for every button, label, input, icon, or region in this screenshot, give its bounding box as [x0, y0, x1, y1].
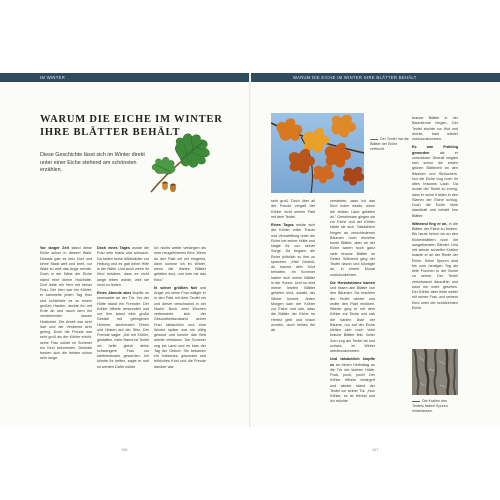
- paragraph: In seiner größten Not und Angst um seine Frau willigte er in den Pakt mit dem Teufel ein und dieser verschwand in der Nacht. Noch zwei Wochen verbesserte sich der Gesundheitszustand seiner Frau tatsächlich und eine Woche später war sie völlig gesund und konnte das Bett wieder verlassen. Der Sommer zog ins Land und es kam der Tag der Geburt. Sie bekamen ein hübsches, gesundes und fröhliches Kind und die Freude darüber war: [154, 285, 206, 369]
- paragraph: Eines Tages setzte sich der Köhler voller Trauer und Verzweiflung unter die Eiche bei seiner Hütte und klagte ihr von seiner Sorge. Da begann die Eiche plötzlich zu ihm zu sprechen. „Hab Geduld, du kannst dein Kind behalten. Im Sommer haben sich meine Blätter in der Sonne. Und so wird meine letzten Blätter gefallen sind, sobald der Winter kommt. Jeden Morgen kam der Köhler zur Eiche und sah, dass die Blätter der Eiche im Herbst gelb und braun wurden, doch keines fiel ab.: [271, 223, 315, 332]
- right-column-1: [271, 199, 315, 336]
- left-header-label: IM WINTER: [40, 75, 66, 80]
- left-column-2: [97, 246, 149, 373]
- intro-text: Diese Geschichte lässt sich im Winter direkt unter einer Eiche stehend am schönsten erzählen.: [40, 152, 145, 174]
- paragraph: Es war Frühling geworden als er zurückkam. Überall zeigten sich schon die ersten grünen Blättchen an den Bäumen und Sträuchern. Nur die Eiche trug noch ihr altes braunes Laub. Da wurde der Teufel so zornig, dass er seine Krallen in den Stamm der Eiche schlug. Doch die Eiche blieb standhaft und behielt ihre Blätter.: [412, 145, 458, 218]
- paragraph: braune Blätter in der Baumkrone hingen. Der Teufel zischte vor Wut und drohte, bald wieder zurückzukommen.: [412, 116, 458, 141]
- oak-leaf-acorn-icon: [147, 130, 221, 196]
- paragraph: Vor langer Zeit stand diese Eiche schon in diesem Wald. Damals gab es kein Dorf und keine Stadt weit und breit, nur Wald so weit das Auge reichte. Doch in der Nähe der Eiche stand eine kleine Holzhütte. Dort lebte ein Herr mit seiner Frau. Der Herr war ein Köhler, er sammelte jeden Tag Holz und schichtete es zu einem großen Haufen, deckte ihn mit Erde ab und rauch dem ihn verstehenden lassen Holzkohle. Die Arbeit war sehr hart und der Verdienst sehr gering. Doch die Freude war sehr groß als der Köhler erfuhr, seine Frau würde im Sommer ein Kind bekommen. Deshalb freuten sich die beiden schon sehr lange.: [40, 246, 92, 361]
- left-page-number: 106: [121, 448, 128, 452]
- right-running-header: [251, 73, 500, 82]
- caption-rule: [370, 139, 378, 140]
- title-line-1: WARUM DIE EICHE IM WINTER: [40, 114, 223, 125]
- right-page-number: 107: [372, 448, 379, 452]
- paragraph: verstehen, dass ich das Kind holen werde, wenn die letzten Laub gefallen ist." Gemeinsam gingen sie zur Eiche und der Köhler klärte sie sich. Tatsächlich hingen an verschiedenen Bäumen noch einzelne bunte Blätter, aber an der Eiche waren noch ganz viele braune Blätter im Geäst. Während ging der Teufel davon und kündigte an, in einem Monat zurückzukehren.: [330, 199, 375, 277]
- left-running-header: [0, 73, 249, 82]
- left-column-3: [154, 246, 206, 373]
- paragraph: Doch eines Tages wurde die Frau sehr krank und schwach. Da halfen keine Wildkräuter zur Heilung und es gab keine Hilfe in der Nähe. Und auch wenn ihr Kind bekäme, dass es nicht lange leben würde, weil sie nicht zu finden.: [97, 246, 149, 287]
- right-column-3: [412, 116, 458, 314]
- photo-caption-2: Die Krallen des Teufels haben Spuren hinterlassen.: [412, 399, 448, 413]
- autumn-oak-leaves-photo: [271, 113, 364, 193]
- caption-rule: [412, 401, 420, 402]
- photo-caption-1: Der Teufel hat die Blätter der Eiche verflucht.: [370, 137, 409, 151]
- book-gutter: [249, 73, 251, 427]
- right-header-label: WARUM DIE EICHE IM WINTER IHRE BLÄTTER BEHÄLT: [293, 75, 417, 80]
- paragraph: Die Herbststürme kamen und rissen alle Blätter von den Bäumen. Da erschien der Teufel wieder und wollte den Pakt einlösen. Wieder ging er mit dem Köhler zur Eiche und sah die kahlen Äste der Bäume, nur auf der Eiche hielten sich noch viele braune Blätter fest. Voller Zorn zog der Teufel ab und schwor, im Winter wiederzukommen.: [330, 280, 375, 353]
- paragraph: ich nichts weiter verlangen als euer neugeborenes Kind. Wenn du den Pakt mit mir eingehst, dann komme ich im Winter, wenn die letzten Blätter gefallen sind, und hole mir das Kind.": [154, 246, 207, 282]
- paragraph: Während fing er an, in die Blätter der Eiche zu treiben. Bis heute sehen wir an den Eichenblättern noch die ausgefransten Ränder. Und mit seinen scharfen Krallen kratzte er an der Rinde der Eiche. Seine Spuren sind bis zum heutigen Tag als tiefe Furchen in der Borke zu sehen. Der Teufel verschwand daraufhin und ward nie mehr gesehen. Der Köhler aber lebte weiter mit seiner Frau und seinem Kind unter der schützenden Eiche.: [412, 221, 459, 310]
- paragraph: Und tatsächlich klopfte es an einem Herbsttag an die Tür der kleinen Hütte. Pock, pock, poch! Der Köhler öffnete verärgert und wieder stand der Teufel vor seiner Tür. „Nun Köhler, es ist Herbst und ich möchte: [330, 357, 375, 404]
- oak-bark-photo: [412, 349, 458, 395]
- right-column-2: [330, 199, 375, 408]
- paragraph: Eines Abends aber klopfte es unerwartet an der Tür. Vor der Hütte stand ein Fremder. Der Köhler öffnete verwundert und vor ihm stand eine große Gestalt mit gebogenen Hörnern, stechenden Öhren und Hinken auf der Stirn. Der Fremde sagte: „Sei mir Köhler, gestatten, mein Name ist Teufel ich helfe gleich deine schwangere Frau vor sterbenskrank geworden. Ich könnte ihr helfen, sagte er und so werden Dafür würde: [97, 291, 149, 369]
- title-line-2: IHRE BLÄTTER BEHÄLT: [40, 126, 181, 138]
- left-column-1: [40, 246, 92, 365]
- paragraph: sehr groß. Doch über all der Freude vergaß der Köhler nicht seinen Pakt mit dem Teufel.: [271, 199, 315, 219]
